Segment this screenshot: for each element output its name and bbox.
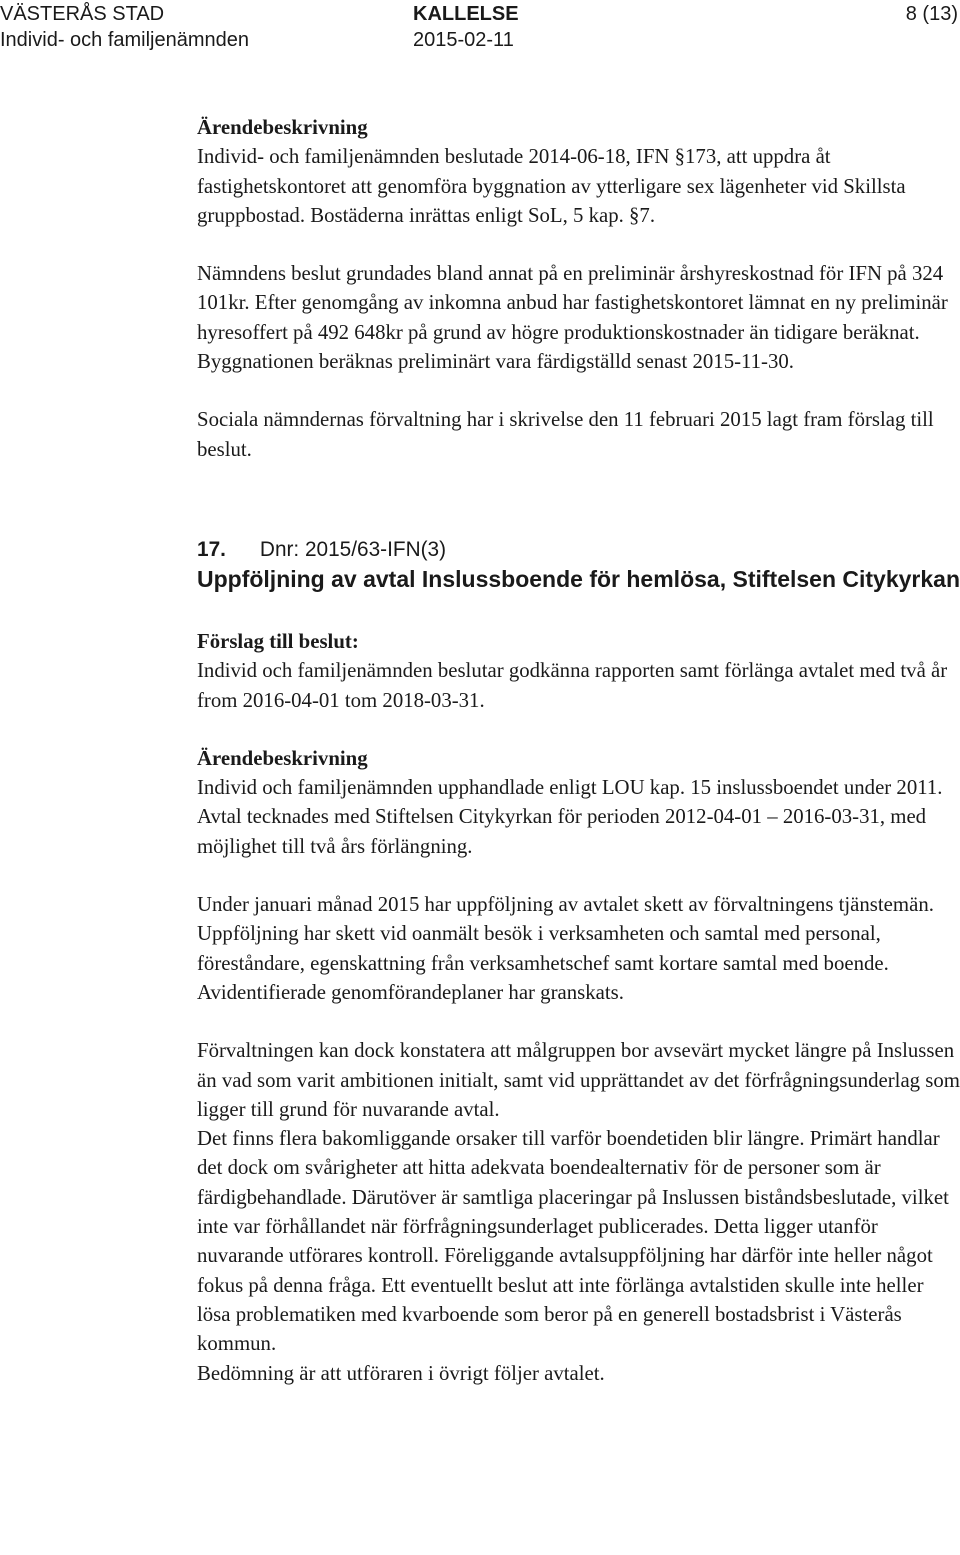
organization-name: VÄSTERÅS STAD <box>0 3 165 25</box>
section-heading: Ärendebeskrivning <box>197 746 368 770</box>
agenda-item-line <box>197 535 960 564</box>
paragraph: Individ- och familjenämnden beslutade 2014-06-18, IFN §173, att uppdra åt fastighetskontoret att genomföra byggnation av ytterligare sex lägenheter vid Skillsta gruppbostad. Bostäderna inrättas enligt SoL, 5 kap. §7. <box>197 145 906 227</box>
paragraph: Individ och familjenämnden upphandlade enligt LOU kap. 15 inslussboendet under 2011. Avtal tecknades med Stiftelsen Citykyrkan för perioden 2012-04-01 – 2016-03-31, med möjlighet till två års förlängning. <box>197 776 943 858</box>
document-type: KALLELSE <box>413 3 519 25</box>
agenda-item-title: Uppföljning av avtal Inslussboende för hemlösa, Stiftelsen Citykyrkan <box>197 565 960 592</box>
paragraph: Under januari månad 2015 har uppföljning av avtalet skett av förvaltningens tjänstemän. Uppföljning har skett vid oanmält besök i verksamheten och samtal med personal, föreståndare, egenskattning från verksamhetschef samt kortare samtal med boende. Avidentifierade genomförandeplaner har granskats. <box>197 893 934 1004</box>
page-header <box>0 2 960 54</box>
proposal-heading: Förslag till beslut: <box>197 629 359 653</box>
committee-name: Individ- och familjenämnden <box>0 29 250 51</box>
paragraph: Det finns flera bakomliggande orsaker till varför boendetiden blir längre. Primärt handlar det dock om svårigheter att hitta adekvata boendealternativ för de personer som är färdigbehandlade. Därutöver är samtliga placeringar på Inslussen biståndsbeslutade, vilket inte var förhållandet när förfrågningsunderlaget publicerades. Detta ligger utanför nuvarande utförares kontroll. Föreliggande avtalsuppföljning har därför inte heller något fokus på denna fråga. Ett eventuellt beslut att inte förlänga avtalstiden skulle inte heller lösa problematiken med kvarboende som beror på en generell bostadsbrist i Västerås kommun. <box>197 1127 949 1356</box>
document-date: 2015-02-11 <box>413 29 514 51</box>
paragraph: Bedömning är att utföraren i övrigt följer avtalet. <box>197 1361 605 1385</box>
agenda-item-number: 17. <box>197 537 226 561</box>
agenda-item-dnr: Dnr: 2015/63-IFN(3) <box>259 537 447 561</box>
paragraph: Nämndens beslut grundades bland annat på en preliminär årshyreskostnad för IFN på 324 101kr. Efter genomgång av inkomna anbud har fastighetskontoret lämnat en ny preliminär hyresoffert på 492 648kr på grund av högre produktionskostnader än tidigare beräknat. Byggnationen beräknas preliminärt vara färdigställd senast 2015-11-30. <box>197 262 948 374</box>
document-body <box>197 113 960 1388</box>
proposal-text: Individ och familjenämnden beslutar godkänna rapporten samt förlänga avtalet med två år from 2016-04-01 tom 2018-03-31. <box>197 659 948 712</box>
paragraph: Sociala nämndernas förvaltning har i skrivelse den 11 februari 2015 lagt fram förslag till beslut. <box>197 408 934 461</box>
section-heading: Ärendebeskrivning <box>197 116 368 139</box>
page-number: 8 (13) <box>905 3 958 25</box>
paragraph: Förvaltningen kan dock konstatera att målgruppen bor avsevärt mycket längre på Inslussen än vad som varit ambitionen initialt, samt vid upprättandet av det förfrågningsunderlag som ligger till grund för nuvarande avtal. <box>197 1039 960 1121</box>
